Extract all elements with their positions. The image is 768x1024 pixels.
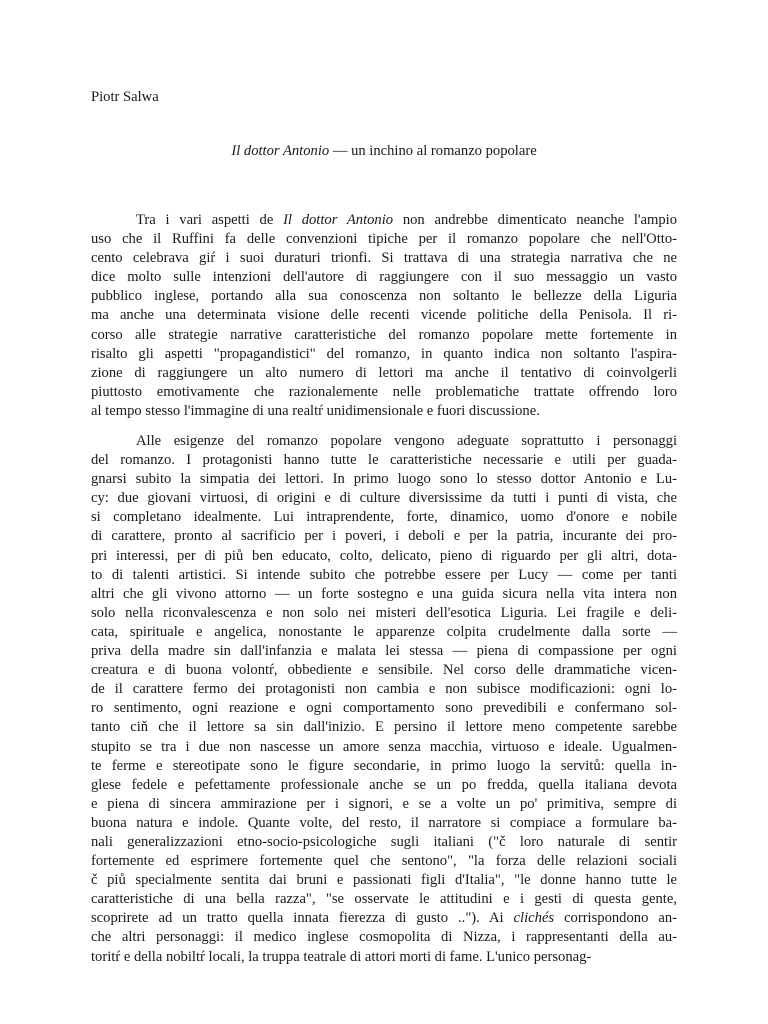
text-line: ma anche una determinata visione delle recenti vicende politiche della Penisola. Il ri- xyxy=(91,307,677,324)
text-line: cy: due giovani virtuosi, di origini e di culture diversissime da tutti i punti di vista, che xyxy=(91,490,677,507)
text-line: ro sentimento, ogni reazione e ogni comportamento sono prevedibili e confermano sol- xyxy=(91,700,677,717)
text-line: caratteristiche di una bella razza", "se osservate le attitudini e i gesti di questa gente, xyxy=(91,891,677,908)
text-line: cento celebrava giŕ i suoi duraturi trionfi. Si trattava di una strategia narrativa che ne xyxy=(91,250,677,267)
text-line: Tra i vari aspetti de Il dottor Antonio non andrebbe dimenticato neanche l'ampio xyxy=(136,212,678,228)
text-line: al tempo stesso l'immagine di una realtŕ unidimensionale e fuori discussione. xyxy=(91,402,540,419)
author-name: Piotr Salwa xyxy=(91,89,159,105)
text-line: fortemente ed esprimere fortemente quel che sentono", "la forza delle relazioni sociali xyxy=(91,853,677,870)
text-line: che altri personaggi: il medico inglese cosmopolita di Nizza, i rappresentanti della au- xyxy=(91,929,677,946)
text-line: scoprirete ad un tratto quella innata fierezza di gusto .."). Ai clichés corrispondono an- xyxy=(91,910,677,927)
text-line: e piena di sincera ammirazione per i signori, e se a volte un po' primitiva, sempre di xyxy=(91,795,677,812)
text-line: altri che gli vivono attorno — un forte sostegno e una guida sicura nella vita intera non xyxy=(91,585,677,602)
paragraph-2 xyxy=(91,432,677,967)
text-line: si completano idealmente. Lui intraprendente, forte, dinamico, uomo d'onore e nobile xyxy=(91,509,677,526)
text-line: toritŕ e della nobiltŕ locali, la truppa teatrale di attori morti di fame. L'unico personag- xyxy=(91,948,592,965)
essay-title xyxy=(0,143,768,160)
title-rest: — un inchino al romanzo popolare xyxy=(329,143,537,159)
text-line: Alle esigenze del romanzo popolare vengono adeguate soprattutto i personaggi xyxy=(136,433,677,449)
text-line: pri interessi, per di piů ben educato, colto, delicato, pieno di riguardo per gli altri, dota- xyxy=(91,547,677,564)
title-italic-part: Il dottor Antonio xyxy=(231,143,330,159)
text-line: cata, spirituale e angelica, nonostante le apparenze colpita crudelmente dalla sorte — xyxy=(91,623,677,640)
text-line: pubblico inglese, portando alla sua conoscenza non soltanto le bellezze della Liguria xyxy=(91,288,677,305)
text-line: del romanzo. I protagonisti hanno tutte le caratteristiche necessarie e utili per guada- xyxy=(91,452,677,469)
text-line: te ferme e stereotipate sono le figure secondarie, in primo luogo la servitů: quella in- xyxy=(91,757,677,774)
text-line: tanto ciň che il lettore sa sin dall'inizio. E persino il lettore meno competente sarebbe xyxy=(91,719,677,736)
text-line: to di talenti artistici. Si intende subito che potrebbe essere per Lucy — come per tanti xyxy=(91,566,677,583)
text-line: dice molto sulle intenzioni dell'autore di raggiungere con il suo messaggio un vasto xyxy=(91,269,677,286)
text-line: buona natura e indole. Quante volte, del resto, il narratore si compiace a formulare ba- xyxy=(91,814,677,831)
text-line: priva della madre sin dall'infanzia e malata lei stessa — piena di compassione per ogni xyxy=(91,643,677,660)
text-line: di carattere, pronto al sacrificio per i poveri, i deboli e per la patria, incurante dei pro- xyxy=(91,528,677,545)
text-line: č piů specialmente sentita dai bruni e passionati figli d'Italia", "le donne hanno tutte le xyxy=(91,872,677,889)
text-line: creatura e di buona volontŕ, obbediente e sensibile. Nel corso delle drammatiche vicen- xyxy=(91,662,677,679)
text-line: corso alle strategie narrative caratteristiche del romanzo popolare mette fortemente in xyxy=(91,326,677,343)
text-line: zione di raggiungere un alto numero di lettori ma anche il tentativo di coinvolgerli xyxy=(91,364,677,381)
text-line: uso che il Ruffini fa delle convenzioni tipiche per il romanzo popolare che nell'Otto- xyxy=(91,231,677,248)
paragraph-1 xyxy=(91,211,677,421)
text-line: gnarsi subito la simpatia dei lettori. In primo luogo sono lo stesso dottor Antonio e Lu- xyxy=(91,471,677,488)
text-line: de il carattere fermo dei protagonisti non cambia e non subisce modificazioni: ogni lo- xyxy=(91,681,677,698)
text-line: nali generalizzazioni etno-socio-psicologiche sugli italiani ("č loro naturale di sentir xyxy=(91,833,677,850)
text-line: risalto gli aspetti "propagandistici" del romanzo, in quanto indica non soltanto l'aspira- xyxy=(91,345,677,362)
text-line: piuttosto emotivamente che razionalemente nelle problematiche trattate offrendo loro xyxy=(91,383,677,400)
text-line: stupito se tra i due non nascesse un amore senza macchia, virtuoso e ideale. Ugualmen- xyxy=(91,738,677,755)
text-line: solo nella riconvalescenza e non solo nei misteri dell'esotica Liguria. Lei fragile e deli- xyxy=(91,604,677,621)
text-line: glese fedele e pefettamente professionale anche se un po fredda, quella italiana devota xyxy=(91,776,677,793)
